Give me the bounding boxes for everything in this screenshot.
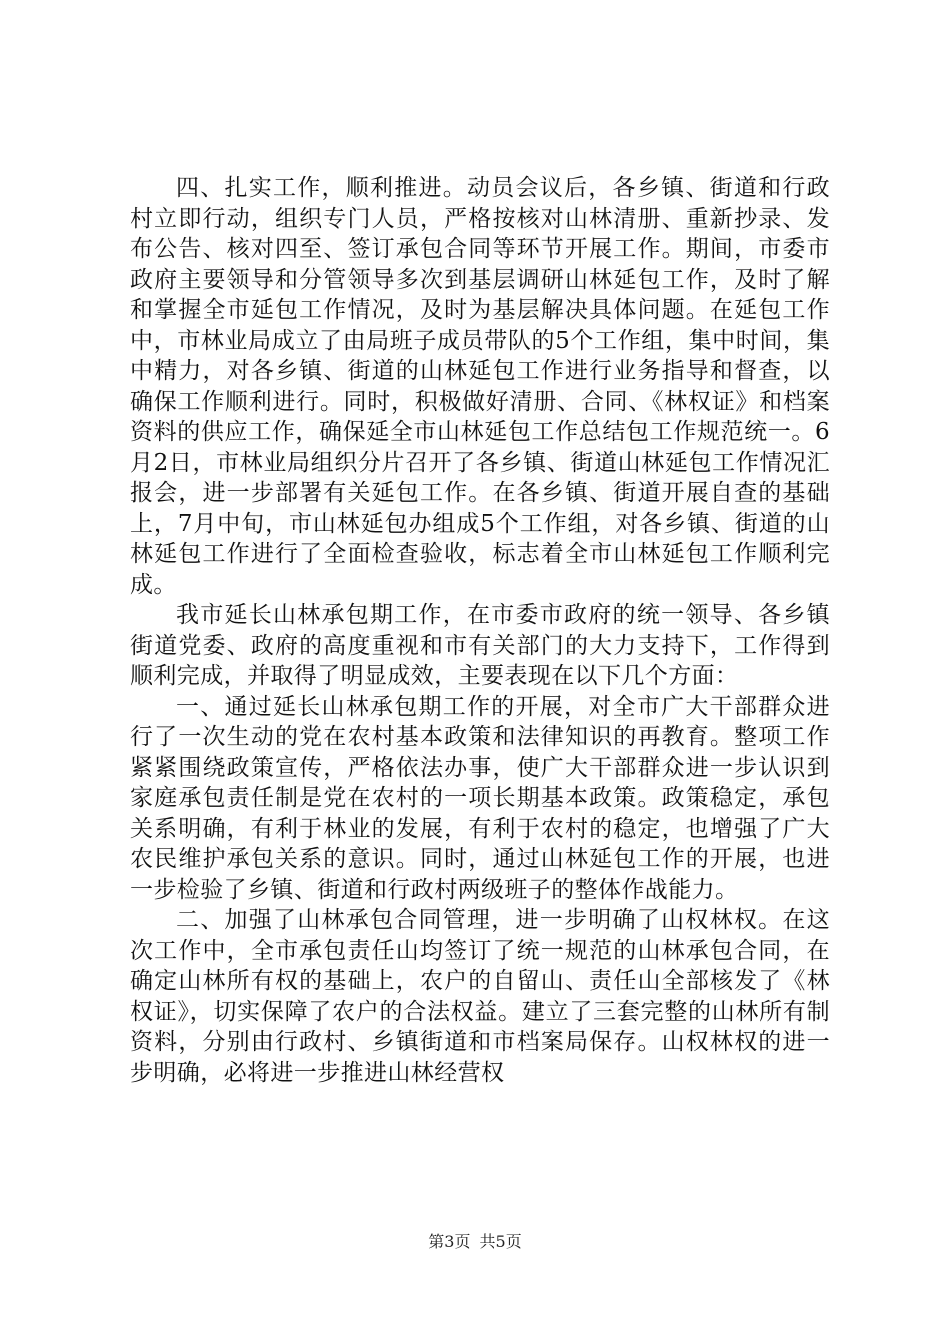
total-pages-label: 共5页 <box>479 1232 522 1251</box>
page-footer <box>0 1232 950 1252</box>
paragraph-section-four: 四、扎实工作，顺利推进。动员会议后，各乡镇、街道和行政村立即行动，组织专门人员，严格按核对山林清册、重新抄录、发布公告、核对四至、签订承包合同等环节开展工作。期间，市委市政府主要领导和分管领导多次到基层调研山林延包工作，及时了解和掌握全市延包工作情况，及时为基层解决具体问题。在延包工作中，市林业局成立了由局班子成员带队的5个工作组，集中时间，集中精力，对各乡镇、街道的山林延包工作进行业务指导和督查，以确保工作顺利进行。同时，积极做好清册、合同、《林权证》和档案资料的供应工作，确保延全市山林延包工作总结包工作规范统一。6月2日，市林业局组织分片召开了各乡镇、街道山林延包工作情况汇报会，进一步部署有关延包工作。在各乡镇、街道开展自查的基础上，7月中旬，市山林延包办组成5个工作组，对各乡镇、街道的山林延包工作进行了全面检查验收，标志着全市山林延包工作顺利完成。 <box>130 175 830 598</box>
paragraph-point-two: 二、加强了山林承包合同管理，进一步明确了山权林权。在这次工作中，全市承包责任山均签订了统一规范的山林承包合同，在确定山林所有权的基础上，农户的自留山、责任山全部核发了《林权证》，切实保障了农户的合法权益。建立了三套完整的山林所有制资料，分别由行政村、乡镇街道和市档案局保存。山权林权的进一步明确，必将进一步推进山林经营权 <box>130 907 830 1086</box>
paragraph-point-one: 一、通过延长山林承包期工作的开展，对全市广大干部群众进行了一次生动的党在农村基本政策和法律知识的再教育。整项工作紧紧围绕政策宣传，严格依法办事，使广大干部群众进一步认识到家庭承包责任制是党在农村的一项长期基本政策。政策稳定，承包关系明确，有利于林业的发展，有利于农村的稳定，也增强了广大农民维护承包关系的意识。同时，通过山林延包工作的开展，也进一步检验了乡镇、街道和行政村两级班子的整体作战能力。 <box>130 693 830 903</box>
paragraph-summary-intro: 我市延长山林承包期工作，在市委市政府的统一领导、各乡镇街道党委、政府的高度重视和市有关部门的大力支持下，工作得到顺利完成，并取得了明显成效，主要表现在以下几个方面： <box>130 602 830 689</box>
document-body <box>130 173 830 1088</box>
current-page-label: 第3页 <box>428 1232 471 1251</box>
